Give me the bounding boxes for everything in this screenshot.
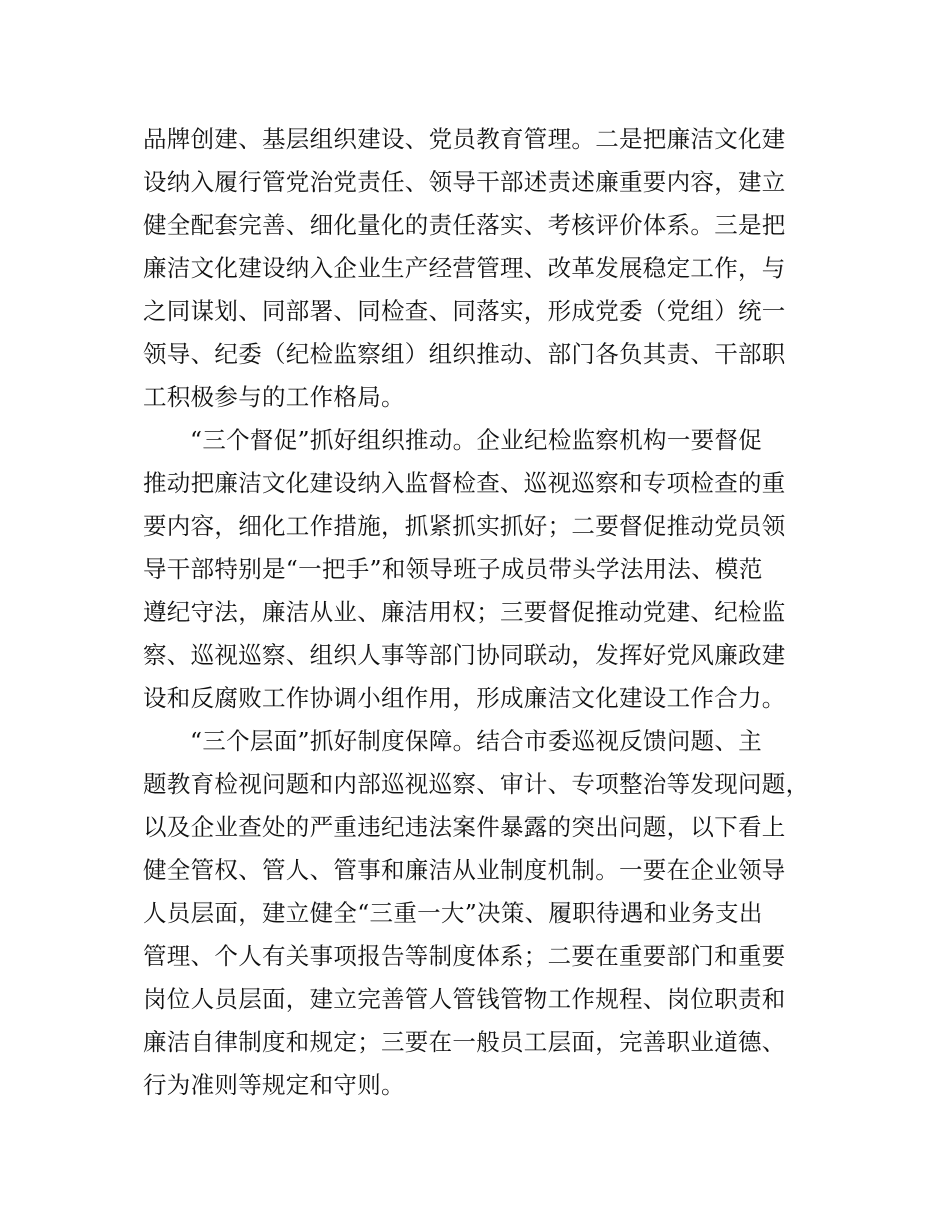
text-line: 健全管权、管人、管事和廉洁从业制度机制。一要在企业领导 <box>143 856 786 884</box>
text-line: 领导、纪委（纪检监察组）组织推动、部门各负其责、干部职 <box>143 340 786 368</box>
text-line: 健全配套完善、细化量化的责任落实、考核评价体系。三是把 <box>143 211 786 239</box>
text-line: 遵纪守法，廉洁从业、廉洁用权；三要督促推动党建、纪检监 <box>143 598 786 626</box>
text-line: 察、巡视巡察、组织人事等部门协同联动，发挥好党风廉政建 <box>143 641 786 669</box>
text-line: 以及企业查处的严重违纪违法案件暴露的突出问题，以下看上 <box>143 813 786 841</box>
text-line: 推动把廉洁文化建设纳入监督检查、巡视巡察和专项检查的重 <box>143 469 786 497</box>
text-line: 品牌创建、基层组织建设、党员教育管理。二是把廉洁文化建 <box>143 125 786 153</box>
text-line: 行为准则等规定和守则。 <box>143 1071 405 1099</box>
text-line: 管理、个人有关事项报告等制度体系；二要在重要部门和重要 <box>143 942 786 970</box>
text-line: 要内容，细化工作措施，抓紧抓实抓好；二要督促推动党员领 <box>143 512 786 540</box>
text-line: 岗位人员层面，建立完善管人管钱管物工作规程、岗位职责和 <box>143 985 786 1013</box>
text-line: 题教育检视问题和内部巡视巡察、审计、专项整治等发现问题， <box>143 770 810 798</box>
text-line: 工积极参与的工作格局。 <box>143 383 405 411</box>
text-line: 之同谋划、同部署、同检查、同落实，形成党委（党组）统一 <box>143 297 786 325</box>
text-line: 导干部特别是“一把手”和领导班子成员带头学法用法、模范 <box>143 555 763 583</box>
paragraph-heading-line: “三个层面”抓好制度保障。结合市委巡视反馈问题、主 <box>190 727 763 755</box>
paragraph-heading-line: “三个督促”抓好组织推动。企业纪检监察机构一要督促 <box>190 426 763 454</box>
text-line: 廉洁自律制度和规定；三要在一般员工层面，完善职业道德、 <box>143 1028 786 1056</box>
text-line: 廉洁文化建设纳入企业生产经营管理、改革发展稳定工作，与 <box>143 254 786 282</box>
text-line: 设和反腐败工作协调小组作用，形成廉洁文化建设工作合力。 <box>143 684 786 712</box>
text-line: 人员层面，建立健全“三重一大”决策、履职待遇和业务支出 <box>143 899 763 927</box>
text-line: 设纳入履行管党治党责任、领导干部述责述廉重要内容，建立 <box>143 168 786 196</box>
